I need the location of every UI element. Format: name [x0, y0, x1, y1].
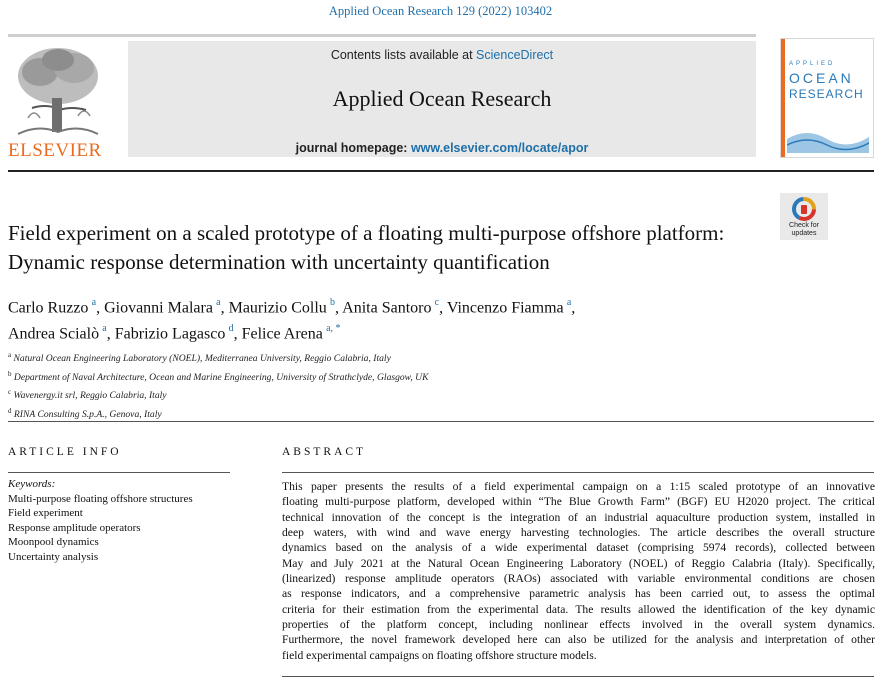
abstract-line: May and July 2021 at the Natural Ocean Engineering Laboratory (NOEL) of Reggio Calabria (Italy). Specifically, [282, 556, 875, 570]
author-name[interactable]: Felice Arena [241, 325, 323, 343]
header-top-rule [8, 34, 756, 37]
cover-word-research: RESEARCH [789, 87, 864, 101]
abstract-line: Furthermore, the novel framework developed here can also be utilized for the analysis and interpretation of other [282, 633, 875, 647]
author-affil-marker[interactable]: d [228, 323, 234, 335]
abstract-bottom-rule [282, 676, 874, 677]
abstract-line: criteria for their estimation from the experimental data. The results allowed the identification of the key dynamic [282, 602, 875, 616]
header-bottom-rule [8, 170, 874, 172]
abstract-line: properties of the platform concept, including nonlinear effects involved in the overall system dynamics. [282, 618, 875, 632]
abstract-line: This paper presents the results of a field experimental campaign on a 1:15 scaled prototype of an innovative [282, 480, 875, 493]
author-name[interactable]: Giovanni Malara [104, 299, 213, 317]
affiliation-list [8, 348, 708, 423]
author-affil-marker[interactable]: a [102, 323, 107, 335]
author-affil-marker[interactable]: b [330, 297, 336, 308]
homepage-link[interactable]: www.elsevier.com/locate/apor [410, 141, 589, 155]
article-info-rule [8, 472, 230, 473]
author-affil-marker[interactable]: a [91, 297, 97, 308]
check-for-updates-button[interactable] [780, 193, 828, 240]
abstract-line: dynamics based on the analysis of a wide experimental dataset (comprising 5974 records), collected between [282, 541, 875, 555]
abstract-line: floating multi-purpose platform, developed within “The Blue Growth Farm” (BGF) EU H2020 project. The critical [282, 495, 875, 509]
author-affil-marker[interactable]: c [434, 297, 440, 308]
affiliation-item: $^b$ Department of Naval Architecture, Ocean and Marine Engineering, University of Strathclyde, Glasgow, UK [8, 369, 429, 383]
author-name[interactable]: Maurizio Collu [228, 299, 327, 317]
author-name[interactable]: Vincenzo Fiamma [446, 299, 564, 317]
abstract-text [282, 479, 875, 663]
keywords-label: Keywords: [8, 478, 56, 490]
author-affil-marker[interactable]: a [216, 297, 221, 308]
abstract-line: technical innovation of the concept is the integration of an industrial aquaculture production system, installed in [282, 510, 875, 524]
affiliation-item: $^d$ RINA Consulting S.p.A., Genova, Italy [8, 407, 162, 421]
author-affil-marker[interactable]: a [566, 297, 572, 308]
check-updates-label: Check for updates [789, 222, 819, 237]
author-name[interactable]: Fabrizio Lagasco [114, 325, 226, 343]
author-affil-marker[interactable]: a, * [326, 323, 341, 335]
abstract-line: as response indicators, and a comprehensive parametric analysis has been carried out, to assess the optimal [282, 587, 875, 601]
journal-cover[interactable] [780, 38, 874, 158]
keyword-item[interactable]: Field experiment [8, 507, 83, 519]
author-list: Carlo Ruzzo $^a$, Giovanni Malara $^a$, Maurizio Collu $^b$, Anita Santoro $^c$, Vincenzo Fiamma $^a$, Andrea Scialò $^a$, Fabrizio Lagasco $^d$, Felice Arena $^{a, *}$ [8, 297, 576, 343]
author-name[interactable]: Carlo Ruzzo [8, 299, 89, 317]
abstract-rule [282, 472, 874, 473]
affiliation-item: $^c$ Wavenergy.it srl, Reggio Calabria, Italy [8, 388, 167, 402]
author-name[interactable]: Anita Santoro [342, 299, 432, 317]
article-info-heading: ARTICLE INFO [8, 446, 122, 458]
cover-word-ocean: OCEAN [789, 70, 854, 86]
keyword-item[interactable]: Uncertainty analysis [8, 550, 99, 563]
keyword-item[interactable]: Moonpool dynamics [8, 536, 99, 548]
cover-wave-graphic [787, 109, 869, 153]
keywords-block [8, 477, 238, 564]
citation-link[interactable]: Applied Ocean Research 129 (2022) 103402 [328, 4, 553, 18]
journal-homepage: journal homepage: www.elsevier.com/locate/apor [295, 141, 589, 155]
paper-title: Field experiment on a scaled prototype of a floating multi-purpose offshore platform: Dynamic response determination with uncertainty quantification [8, 221, 725, 274]
author-name[interactable]: Andrea Scialò [8, 325, 100, 343]
cover-strip [781, 39, 785, 157]
keyword-item[interactable]: Multi-purpose floating offshore structures [8, 492, 193, 505]
cover-word-applied: APPLIED [789, 61, 836, 67]
abstract-line: field experimental campaigns on floating offshore structure models. [282, 648, 597, 662]
journal-title: Applied Ocean Research [332, 86, 552, 111]
section-divider [8, 421, 874, 422]
contents-line: Contents lists available at ScienceDirect [330, 48, 554, 62]
abstract-line: (linearized) response amplitude operators (RAOs) associated with variable environmental conditions are chosen [282, 572, 875, 586]
check-updates-icon [792, 197, 816, 221]
elsevier-wordmark: ELSEVIER [8, 140, 102, 161]
affiliation-item: $^a$ Natural Ocean Engineering Laboratory (NOEL), Mediterranea University, Reggio Calabria, Italy [8, 351, 391, 365]
sciencedirect-link[interactable]: ScienceDirect [476, 48, 554, 62]
abstract-heading: ABSTRACT [282, 446, 367, 458]
abstract-line: deep waters, with wind and wave energy harvesting technologies. The article describes the overall structure [282, 526, 875, 540]
keyword-item[interactable]: Response amplitude operators [8, 521, 141, 534]
